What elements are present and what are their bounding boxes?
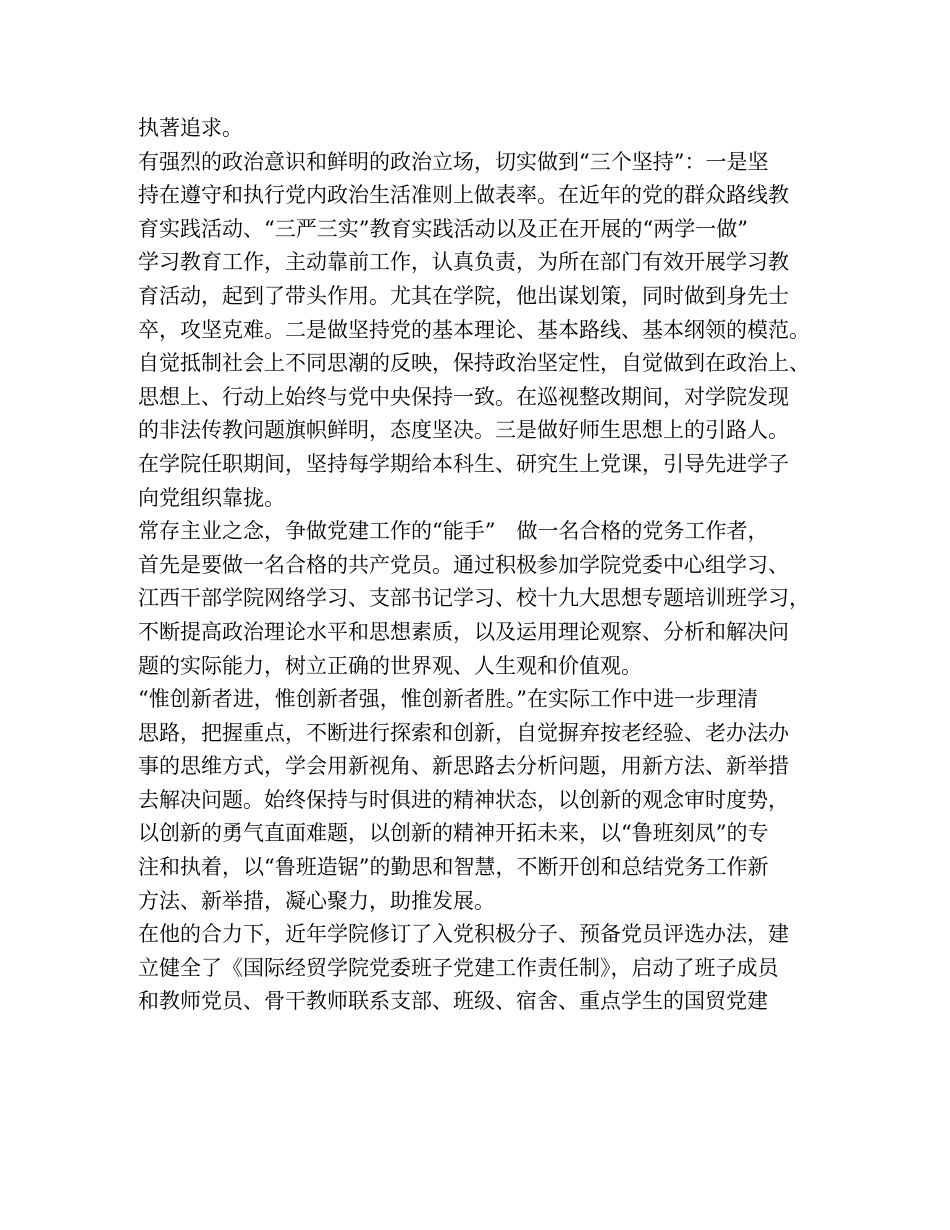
text-line: 首先是要做一名合格的共产党员。通过积极参加学院党委中心组学习、 — [138, 552, 789, 577]
text-line: 卒，攻坚克难。二是做坚持党的基本理论、基本路线、基本纲领的模范。 — [138, 317, 810, 342]
text-line: 常存主业之念，争做党建工作的“能手” 做一名合格的党务工作者， — [138, 519, 769, 544]
text-line: 有强烈的政治意识和鲜明的政治立场，切实做到“三个坚持”：一是坚 — [138, 149, 769, 174]
text-line: 不断提高政治理论水平和思想素质，以及运用理论观察、分析和解决问 — [138, 619, 789, 644]
text-line: 方法、新举措，凝心聚力，助推发展。 — [138, 888, 495, 913]
text-line: 自觉抵制社会上不同思潮的反映，保持政治坚定性，自觉做到在政治上、 — [138, 351, 810, 376]
text-line: 在他的合力下，近年学院修订了入党积极分子、预备党员评选办法，建 — [138, 922, 789, 947]
text-line: “惟创新者进，惟创新者强，惟创新者胜。”在实际工作中进一步理清 — [138, 687, 758, 712]
text-line: 江西干部学院网络学习、支部书记学习、校十九大思想专题培训班学习， — [138, 586, 810, 611]
text-line: 思路，把握重点，不断进行探索和创新，自觉摒弃按老经验、老办法办 — [138, 720, 789, 745]
text-line: 育活动，起到了带头作用。尤其在学院，他出谋划策，同时做到身先士 — [138, 283, 789, 308]
body-text — [138, 112, 828, 1019]
text-line: 和教师党员、骨干教师联系支部、班级、宿舍、重点学生的国贸党建 — [138, 989, 768, 1014]
text-line: 向党组织靠拢。 — [138, 485, 285, 510]
text-line: 事的思维方式，学会用新视角、新思路去分析问题，用新方法、新举措 — [138, 754, 789, 779]
text-line: 学习教育工作，主动靠前工作，认真负责，为所在部门有效开展学习教 — [138, 250, 789, 275]
text-line: 立健全了《国际经贸学院党委班子党建工作责任制》，启动了班子成员 — [138, 955, 779, 980]
text-line: 题的实际能力，树立正确的世界观、人生观和价值观。 — [138, 653, 642, 678]
text-line: 思想上、行动上始终与党中央保持一致。在巡视整改期间，对学院发现 — [138, 384, 789, 409]
text-line: 执著追求。 — [138, 116, 243, 140]
text-line: 去解决问题。始终保持与时俱进的精神状态，以创新的观念审时度势， — [138, 787, 789, 812]
text-line: 注和执着，以“鲁班造锯”的勤思和智慧，不断开创和总结党务工作新 — [138, 855, 769, 880]
text-line: 在学院任职期间，坚持每学期给本科生、研究生上党课，引导先进学子 — [138, 451, 789, 476]
text-line: 的非法传教问题旗帜鲜明，态度坚决。三是做好师生思想上的引路人。 — [138, 418, 789, 443]
text-line: 育实践活动、“三严三实”教育实践活动以及正在开展的“两学一做” — [138, 216, 748, 241]
text-line: 以创新的勇气直面难题，以创新的精神开拓未来，以“鲁班刻凤”的专 — [138, 821, 769, 846]
text-line: 持在遵守和执行党内政治生活准则上做表率。在近年的党的群众路线教 — [138, 183, 789, 208]
